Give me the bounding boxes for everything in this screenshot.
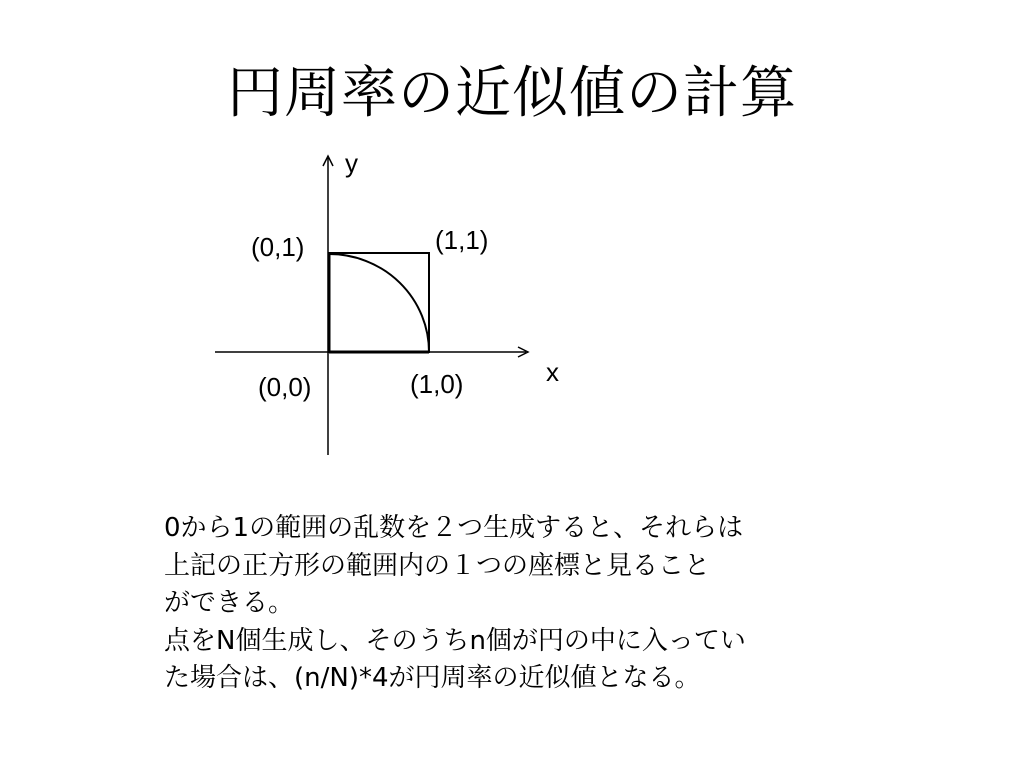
diagram-svg xyxy=(200,140,600,470)
explanation-line: た場合は、(n/N)*4が円周率の近似値となる。 xyxy=(164,663,701,693)
x-axis-label: x xyxy=(546,357,559,387)
label-point-0-0: (0,0) xyxy=(258,372,312,402)
label-point-0-1: (0,1) xyxy=(251,232,305,262)
explanation-line: 上記の正方形の範囲内の１つの座標と見ること xyxy=(164,550,711,581)
explanation-line: 点をN個生成し、そのうちn個が円の中に入ってい xyxy=(164,625,746,656)
label-point-1-0: (1,0) xyxy=(410,369,464,399)
y-axis-label: y xyxy=(345,148,358,178)
explanation-line: ができる。 xyxy=(164,588,295,618)
explanation-text xyxy=(164,510,884,698)
quarter-circle-arc xyxy=(329,254,429,352)
slide-title: 円周率の近似値の計算 xyxy=(227,61,797,126)
quarter-circle-diagram xyxy=(200,140,600,470)
label-point-1-1: (1,1) xyxy=(435,225,489,255)
explanation-line: 0から1の範囲の乱数を２つ生成すると、それらは xyxy=(164,513,744,543)
